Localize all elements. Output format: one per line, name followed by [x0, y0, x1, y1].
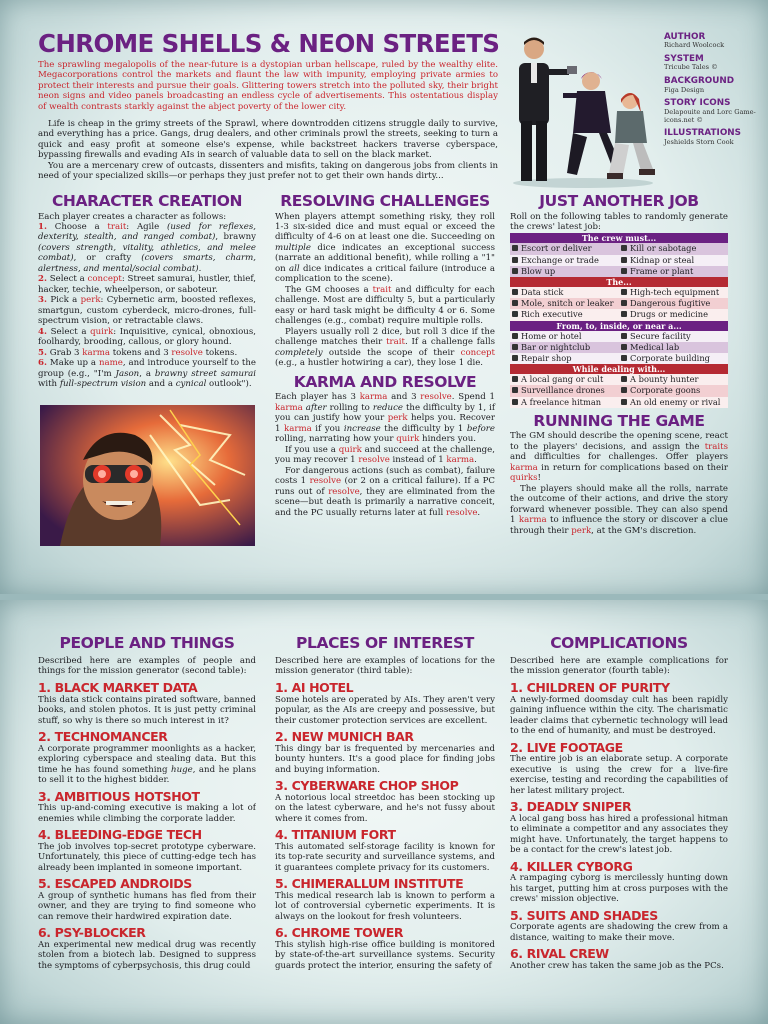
character-creation-heading: CHARACTER CREATION [51, 192, 243, 210]
table-row: Mole, snitch or leaker Dangerous fugitive [510, 298, 728, 309]
credit-label: AUTHOR [664, 32, 706, 42]
entry-text: A notorious local streetdoc has been stocking up on the latest cyberware, and he's not fussy about where it comes from. [275, 792, 495, 824]
places-of-interest-heading: PLACES OF INTEREST [296, 636, 474, 652]
die-icon [621, 257, 627, 263]
entry-text: The job involves top-secret prototype cyberware. Unfortunately, this piece of cutting-edge tech has already been implanted in someone important. [38, 841, 256, 873]
entry-title: 3. CYBERWARE CHOP SHOP [275, 778, 459, 794]
die-icon [621, 245, 627, 251]
complications-heading: COMPLICATIONS [550, 636, 688, 652]
step-4: 4. Select a quirk: Inquisitive, cynical, obnoxious, foolhardy, brooding, callous, or glory hound. [38, 326, 256, 348]
credit-background [664, 77, 759, 94]
complications-section [510, 636, 728, 1024]
entry-title: 2. TECHNOMANCER [38, 729, 168, 745]
entry-text: The entire job is an elaborate setup. A corporate executive is using the crew for a live-fire exercise, testing and recording the capabilities of her latest military project. [510, 754, 728, 796]
die-icon [621, 399, 627, 405]
credit-value: Tricube Tales © [664, 63, 718, 72]
step-3: 3. Pick a perk: Cybernetic arm, boosted reflexes, smartgun, custom cyberdeck, micro-drones, full-spectrum vision, or retractable claws. [38, 295, 256, 327]
table-row: Escort or deliver Kill or sabotage [510, 243, 728, 254]
intro-highlight: The sprawling megalopolis of the near-future is a dystopian urban hellscape, ruled by the wealthy elite. Megacorporations control the markets and flaunt the law with impunity, employing private armies to protect their interests and pursue their goals. Glittering towers stretch into the polluted sky, their bright neon signs and video panels broadcasting an endless cycle of advertisements. This ostentatious display of wealth contrasts starkly against the abject poverty of the lower city. [38, 60, 498, 112]
die-icon [512, 387, 518, 393]
table-header: The... [510, 277, 728, 287]
intro-paragraph: You are a mercenary crew of outcasts, dissenters and misfits, taking on dangerous jobs from clients in need of your specialized skills—or perhaps they just prefer not to get their own hands dirty... [38, 160, 498, 182]
page-title: CHROME SHELLS & NEON STREETS [38, 29, 500, 58]
die-icon [512, 268, 518, 274]
entry-text: This automated self-storage facility is known for its top-rate security and surveillance systems, and it guarantees complete privacy for its customers. [275, 841, 495, 873]
table-row: Rich executive Drugs or medicine [510, 309, 728, 320]
intro-paragraph: Life is cheap in the grimy streets of the Sprawl, where downtrodden citizens struggle daily to survive, and everything has a price. Gangs, drug dealers, and other criminals prowl the streets, seeking to turn a quick and easy profit at someone else's expense, while backstreet hackers traverse cyberspace, bypassing firewalls and evading AIs in search of valuable data to sell on the black market. [38, 119, 498, 161]
just-another-job-heading: JUST ANOTHER JOB [539, 192, 699, 210]
kr-paragraph: For dangerous actions (such as combat), failure costs 1 resolve (or 2 on a critical failure). If a PC runs out of resolve, they are eliminated from the scene—but death is primarily a narrative conceit, and the PC usually returns later at full resolve. [275, 465, 495, 518]
entry-title: 4. TITANIUM FORT [275, 827, 396, 843]
die-icon [512, 355, 518, 361]
people-and-things-heading: PEOPLE AND THINGS [59, 636, 235, 652]
table-row: A local gang or cult A bounty hunter [510, 374, 728, 385]
credits [664, 33, 759, 152]
kr-paragraph: Each player has 3 karma and 3 resolve. Spend 1 karma after rolling to reduce the difficulty by 1, if you can justify how your perk helps you. Recover 1 karma if you increase the difficulty by 1 before rolling, narrating how your quirk hinders you. [275, 392, 496, 445]
credit-label: STORY ICONS [664, 98, 731, 109]
credit-value: Figa Design [664, 85, 705, 94]
table-row: Bar or nightclub Medical lab [510, 342, 728, 353]
credit-system [664, 55, 759, 72]
entry-title: 5. SUITS AND SHADES [510, 907, 658, 923]
entry-text: A group of synthetic humans has fled from their owner, and they are trying to find someone who can remove their hardwired expiration date. [38, 890, 256, 922]
places-of-interest-section [275, 636, 495, 1024]
die-icon [512, 311, 518, 317]
die-icon [621, 333, 627, 339]
lead-text: Described here are example complications for the mission generator (fourth table): [510, 655, 728, 676]
entry-text: Corporate agents are shadowing the crew from a distance, waiting to make their move. [510, 922, 728, 943]
intro-text [38, 119, 498, 182]
table-header: From, to, inside, or near a... [510, 321, 728, 331]
credit-value: Delapouite and Lorc Game-icons.net © [664, 107, 756, 124]
step-6: 6. Make up a name, and introduce yourself to the group (e.g., "I'm Jason, a brawny street samurai with full-spectrum vision and a cynical outlook"). [38, 358, 257, 390]
die-icon [621, 300, 627, 306]
lead-text: Roll on the following tables to randomly generate the crews' latest job: [510, 211, 728, 232]
table-row: Exchange or trade Kidnap or steal [510, 255, 728, 266]
table-header: While dealing with... [510, 364, 728, 374]
entry-text: Some hotels are operated by AIs. They aren't very popular, as the AIs are creepy and possessive, but their customer protection services are excellent. [275, 694, 495, 726]
mission-tables [510, 233, 728, 407]
entry-title: 2. NEW MUNICH BAR [275, 729, 414, 745]
entry-title: 6. RIVAL CREW [510, 946, 609, 962]
die-icon [621, 268, 627, 274]
entry-text: A rampaging cyborg is mercilessly hunting down his target, putting him at cross purposes with the crews' mission objective. [510, 873, 728, 905]
entry-title: 2. LIVE FOOTAGE [510, 739, 623, 755]
table-header: The crew must... [510, 233, 728, 243]
table-row: Repair shop Corporate building [510, 353, 728, 364]
die-icon [512, 289, 518, 295]
entry-text: A newly-formed doomsday cult has been rapidly gaining influence within the city. The charismatic leader claims that cybernetic technology will lead to the end of humanity, and must be destroyed. [510, 694, 728, 737]
rc-paragraph: The GM chooses a trait and difficulty for each challenge. Most are difficulty 5, but a particularly easy or hard task might be difficulty 4 or 6. Some challenges (e.g., combat) require multiple rolls. [275, 284, 495, 327]
entry-title: 4. KILLER CYBORG [510, 858, 633, 874]
credit-value: Jeshields Storn Cook [664, 137, 734, 146]
die-icon [512, 300, 518, 306]
rg-paragraph: The GM should describe the opening scene, react to the players' decisions, and assign the traits and difficulties for challenges. Offer players karma in return for complications based on their quirks! [510, 431, 728, 484]
rg-paragraph: The players should make all the rolls, narrate the outcome of their actions, and drive the story forward whenever possible. They can also spend 1 karma to influence the story or discover a clue through their perk, at the GM's discretion. [510, 483, 728, 536]
entry-text: A corporate programmer moonlights as a hacker, exploring cyberspace and stealing data. But this time he has found something huge, and he plans to sell it to the highest bidder. [38, 743, 256, 786]
just-another-job-section [510, 194, 728, 536]
entry-text: This dingy bar is frequented by mercenaries and bounty hunters. It's a good place for finding jobs and buying information. [275, 743, 495, 775]
entry-title: 3. AMBITIOUS HOTSHOT [38, 788, 200, 804]
table-row: Blow up Frame or plant [510, 266, 728, 277]
resolving-challenges-heading: RESOLVING CHALLENGES [280, 192, 490, 210]
entry-title: 5. CHIMERALLUM INSTITUTE [275, 876, 464, 892]
table-row: Data stick High-tech equipment [510, 287, 728, 298]
entry-title: 1. BLACK MARKET DATA [38, 680, 198, 696]
entry-title: 3. DEADLY SNIPER [510, 799, 632, 815]
die-icon [512, 344, 518, 350]
die-icon [512, 245, 518, 251]
die-icon [621, 376, 627, 382]
die-icon [621, 344, 627, 350]
credit-label: ILLUSTRATIONS [664, 128, 741, 139]
die-icon [621, 387, 627, 393]
credit-story-icons [664, 99, 759, 124]
entry-title: 1. AI HOTEL [275, 680, 354, 696]
entry-title: 6. PSY-BLOCKER [38, 925, 146, 941]
entry-title: 6. CHROME TOWER [275, 925, 404, 941]
step-2: 2. Select a concept: Street samurai, hustler, thief, hacker, techie, wheelperson, or saboteur. [38, 274, 256, 295]
die-icon [512, 257, 518, 263]
characters-illustration [507, 33, 659, 188]
entry-text: This medical research lab is known to perform a lot of controversial cybernetic experiments. It is always on the lookout for fresh volunteers. [275, 890, 495, 922]
credit-author [664, 33, 759, 50]
rc-paragraph: When players attempt something risky, they roll 1-3 six-sided dice and must equal or exceed the difficulty of 4-6 on at least one die. Succeeding on multiple dice indicates an exceptional success (narrate an additional benefit), while rolling a "1" on all dice indicates a critical failure (introduce a complication to the scene). [275, 211, 495, 285]
step-5: 5. Grab 3 karma tokens and 3 resolve tokens. [38, 347, 238, 358]
character-creation-steps [38, 212, 256, 390]
table-row: A freelance hitman An old enemy or rival [510, 397, 728, 408]
entry-text: This up-and-coming executive is making a lot of enemies while climbing the corporate ladder. [38, 803, 256, 824]
people-and-things-section [38, 636, 256, 1024]
entry-text: This stylish high-rise office building is monitored by state-of-the-art surveillance systems. Security guards protect the interior, ensuring the safety of [275, 939, 495, 971]
lead-text: Described here are examples of people and things for the mission generator (second table): [38, 655, 256, 676]
lead-text: Each player creates a character as follows: [38, 211, 227, 222]
lead-text: Described here are examples of locations for the mission generator (third table): [275, 655, 495, 676]
die-icon [512, 333, 518, 339]
die-icon [621, 355, 627, 361]
credit-illustrations [664, 129, 759, 146]
character-creation-section [38, 194, 256, 390]
entry-title: 4. BLEEDING-EDGE TECH [38, 827, 202, 843]
table-row: Surveillance drones Corporate goons [510, 385, 728, 396]
entry-title: 5. ESCAPED ANDROIDS [38, 876, 192, 892]
running-the-game-heading: RUNNING THE GAME [533, 411, 705, 430]
credit-value: Richard Woolcock [664, 41, 725, 50]
goggles-character-illustration [40, 405, 255, 546]
entry-text: This data stick contains pirated software, banned books, and stolen photos. It is just petty criminal stuff, so why is there so much interest in it? [38, 694, 256, 726]
kr-paragraph: If you use a quirk and succeed at the challenge, you may recover 1 resolve instead of 1 karma. [275, 444, 495, 466]
entry-text: A local gang boss has hired a professional hitman to eliminate a competitor and any associates they might have. Unfortunately, the target happens to be a contact for the crew's latest job. [510, 813, 728, 856]
karma-resolve-heading: KARMA AND RESOLVE [293, 372, 477, 391]
die-icon [512, 399, 518, 405]
credit-label: BACKGROUND [664, 76, 735, 87]
die-icon [512, 376, 518, 382]
resolving-challenges-section [275, 194, 495, 518]
credit-label: SYSTEM [664, 54, 704, 65]
entry-text: Another crew has taken the same job as the PCs. [510, 960, 724, 971]
rc-paragraph: Players usually roll 2 dice, but roll 3 dice if the challenge matches their trait. If a challenge falls completely outside the scope of their concept (e.g., a hustler hotwiring a car), they lose 1 die. [275, 326, 496, 369]
entry-text: An experimental new medical drug was recently stolen from a biotech lab. Designed to suppress the symptoms of cyberpsychosis, this drug could [38, 939, 256, 971]
step-1: 1. Choose a trait: Agile (used for reflexes, dexterity, stealth, and ranged combat), brawny (covers strength, vitality, athletics, and melee combat), or crafty (covers smarts, charm, alertness, and mental/social combat). [38, 221, 256, 274]
table-row: Home or hotel Secure facility [510, 331, 728, 342]
die-icon [621, 289, 627, 295]
die-icon [621, 311, 627, 317]
entry-title: 1. CHILDREN OF PURITY [510, 680, 670, 696]
